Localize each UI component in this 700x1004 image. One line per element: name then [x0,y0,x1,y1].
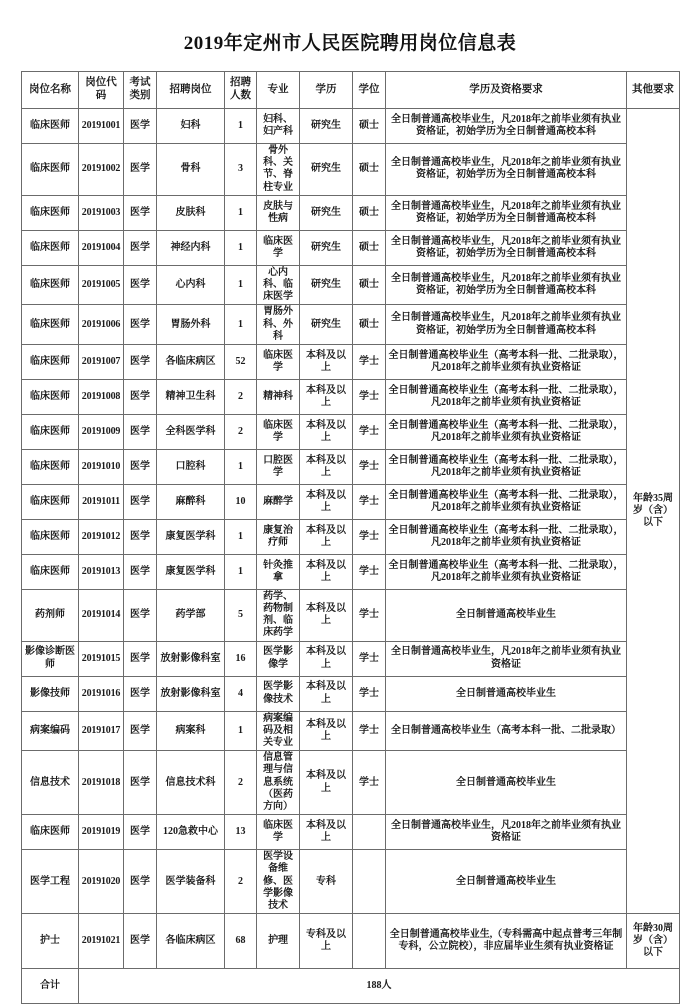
exam-type-cell: 医学 [124,519,157,554]
job-code-cell: 20191005 [79,265,124,305]
col-header-code: 岗位代码 [79,72,124,109]
major-cell: 临床医学 [257,344,300,379]
job-code-cell: 20191013 [79,554,124,589]
education-cell: 本科及以上 [300,449,353,484]
job-code-cell: 20191003 [79,195,124,230]
other-requirements-cell-age30: 年龄30周岁（含）以下 [627,914,680,969]
education-cell: 本科及以上 [300,379,353,414]
education-cell: 研究生 [300,109,353,144]
education-cell: 本科及以上 [300,641,353,676]
job-name-cell: 临床医师 [22,109,79,144]
major-cell: 精神科 [257,379,300,414]
total-value: 188人 [79,969,680,1004]
exam-type-cell: 医学 [124,265,157,305]
job-code-cell: 20191020 [79,850,124,914]
post-cell: 医学装备科 [157,850,225,914]
count-cell: 16 [225,641,257,676]
degree-cell: 学士 [353,379,386,414]
count-cell: 2 [225,751,257,815]
job-name-cell: 临床医师 [22,265,79,305]
degree-cell: 硕士 [353,195,386,230]
table-row [22,676,680,711]
major-cell: 临床医学 [257,815,300,850]
major-cell: 护理 [257,914,300,969]
count-cell: 1 [225,109,257,144]
exam-type-cell: 医学 [124,676,157,711]
col-header-count: 招聘人数 [225,72,257,109]
major-cell: 临床医学 [257,414,300,449]
education-cell: 本科及以上 [300,815,353,850]
table-row [22,589,680,641]
exam-type-cell: 医学 [124,195,157,230]
job-name-cell: 临床医师 [22,144,79,196]
col-header-major: 专业 [257,72,300,109]
job-name-cell: 临床医师 [22,449,79,484]
major-cell: 骨外科、关节、脊柱专业 [257,144,300,196]
degree-cell: 学士 [353,641,386,676]
table-row [22,230,680,265]
table-row [22,519,680,554]
job-code-cell: 20191011 [79,484,124,519]
degree-cell [353,914,386,969]
degree-cell: 学士 [353,676,386,711]
recruitment-table [21,71,680,1004]
post-cell: 骨科 [157,144,225,196]
count-cell: 5 [225,589,257,641]
education-cell: 专科 [300,850,353,914]
degree-cell: 学士 [353,484,386,519]
col-header-requirements: 学历及资格要求 [386,72,627,109]
job-code-cell: 20191002 [79,144,124,196]
exam-type-cell: 医学 [124,711,157,751]
table-row [22,641,680,676]
count-cell: 13 [225,815,257,850]
major-cell: 临床医学 [257,230,300,265]
job-code-cell: 20191015 [79,641,124,676]
job-code-cell: 20191019 [79,815,124,850]
count-cell: 1 [225,230,257,265]
table-container [0,71,700,1004]
count-cell: 10 [225,484,257,519]
job-code-cell: 20191016 [79,676,124,711]
degree-cell: 学士 [353,519,386,554]
degree-cell: 硕士 [353,305,386,345]
degree-cell: 学士 [353,344,386,379]
count-cell: 1 [225,195,257,230]
requirements-cell: 全日制普通高校毕业生（高考本科一批、二批录取），凡2018年之前毕业须有执业资格证 [386,344,627,379]
exam-type-cell: 医学 [124,589,157,641]
major-cell: 医学设备维修、医学影像技术 [257,850,300,914]
post-cell: 麻醉科 [157,484,225,519]
exam-type-cell: 医学 [124,414,157,449]
job-name-cell: 病案编码 [22,711,79,751]
col-header-degree: 学位 [353,72,386,109]
requirements-cell: 全日制普通高校毕业生，凡2018年之前毕业须有执业资格证，初始学历为全日制普通高校本科 [386,265,627,305]
degree-cell: 硕士 [353,109,386,144]
requirements-cell: 全日制普通高校毕业生（高考本科一批、二批录取），凡2018年之前毕业须有执业资格证 [386,379,627,414]
table-row [22,265,680,305]
exam-type-cell: 医学 [124,379,157,414]
exam-type-cell: 医学 [124,144,157,196]
post-cell: 信息技术科 [157,751,225,815]
table-row [22,914,680,969]
col-header-education: 学历 [300,72,353,109]
count-cell: 1 [225,265,257,305]
degree-cell: 学士 [353,414,386,449]
degree-cell: 学士 [353,711,386,751]
requirements-cell: 全日制普通高校毕业生（高考本科一批、二批录取） [386,711,627,751]
requirements-cell: 全日制普通高校毕业生，凡2018年之前毕业须有执业资格证 [386,815,627,850]
table-row [22,305,680,345]
requirements-cell: 全日制普通高校毕业生，凡2018年之前毕业须有执业资格证 [386,641,627,676]
requirements-cell: 全日制普通高校毕业生，凡2018年之前毕业须有执业资格证，初始学历为全日制普通高校本科 [386,144,627,196]
major-cell: 病案编码及相关专业 [257,711,300,751]
degree-cell: 学士 [353,449,386,484]
table-row [22,195,680,230]
major-cell: 皮肤与性病 [257,195,300,230]
count-cell: 3 [225,144,257,196]
post-cell: 各临床病区 [157,344,225,379]
exam-type-cell: 医学 [124,914,157,969]
education-cell: 本科及以上 [300,484,353,519]
job-name-cell: 临床医师 [22,305,79,345]
exam-type-cell: 医学 [124,344,157,379]
education-cell: 研究生 [300,195,353,230]
requirements-cell: 全日制普通高校毕业生（高考本科一批、二批录取），凡2018年之前毕业须有执业资格证 [386,519,627,554]
degree-cell: 硕士 [353,230,386,265]
job-name-cell: 临床医师 [22,484,79,519]
requirements-cell: 全日制普通高校毕业生 [386,676,627,711]
major-cell: 口腔医学 [257,449,300,484]
header-row [22,72,680,109]
exam-type-cell: 医学 [124,850,157,914]
job-name-cell: 临床医师 [22,815,79,850]
job-code-cell: 20191007 [79,344,124,379]
education-cell: 本科及以上 [300,554,353,589]
table-row [22,751,680,815]
exam-type-cell: 医学 [124,230,157,265]
education-cell: 本科及以上 [300,676,353,711]
table-row [22,449,680,484]
count-cell: 1 [225,305,257,345]
total-label: 合计 [22,969,79,1004]
col-header-post: 招聘岗位 [157,72,225,109]
education-cell: 研究生 [300,305,353,345]
requirements-cell: 全日制普通高校毕业生 [386,850,627,914]
table-row [22,711,680,751]
education-cell: 研究生 [300,230,353,265]
exam-type-cell: 医学 [124,751,157,815]
count-cell: 1 [225,554,257,589]
job-name-cell: 药剂师 [22,589,79,641]
job-code-cell: 20191010 [79,449,124,484]
exam-type-cell: 医学 [124,815,157,850]
requirements-cell: 全日制普通高校毕业生,（专科需高中起点普考三年制专科，公立院校），非应届毕业生须有执业资格证 [386,914,627,969]
count-cell: 1 [225,711,257,751]
post-cell: 心内科 [157,265,225,305]
table-row [22,815,680,850]
table-body [22,109,680,1004]
job-code-cell: 20191021 [79,914,124,969]
job-name-cell: 临床医师 [22,414,79,449]
requirements-cell: 全日制普通高校毕业生（高考本科一批、二批录取），凡2018年之前毕业须有执业资格证 [386,449,627,484]
job-code-cell: 20191008 [79,379,124,414]
job-code-cell: 20191004 [79,230,124,265]
requirements-cell: 全日制普通高校毕业生 [386,751,627,815]
post-cell: 口腔科 [157,449,225,484]
post-cell: 胃肠外科 [157,305,225,345]
requirements-cell: 全日制普通高校毕业生，凡2018年之前毕业须有执业资格证，初始学历为全日制普通高校本科 [386,109,627,144]
count-cell: 1 [225,519,257,554]
table-header [22,72,680,109]
other-requirements-cell-age35: 年龄35周岁（含）以下 [627,109,680,914]
table-row [22,379,680,414]
requirements-cell: 全日制普通高校毕业生，凡2018年之前毕业须有执业资格证，初始学历为全日制普通高校本科 [386,230,627,265]
job-name-cell: 临床医师 [22,344,79,379]
col-header-name: 岗位名称 [22,72,79,109]
post-cell: 药学部 [157,589,225,641]
job-code-cell: 20191018 [79,751,124,815]
job-name-cell: 临床医师 [22,195,79,230]
education-cell: 本科及以上 [300,414,353,449]
major-cell: 针灸推拿 [257,554,300,589]
post-cell: 放射影像科室 [157,641,225,676]
degree-cell: 学士 [353,554,386,589]
job-code-cell: 20191014 [79,589,124,641]
exam-type-cell: 医学 [124,554,157,589]
requirements-cell: 全日制普通高校毕业生（高考本科一批、二批录取），凡2018年之前毕业须有执业资格证 [386,484,627,519]
major-cell: 药学、药物制剂、临床药学 [257,589,300,641]
job-name-cell: 临床医师 [22,230,79,265]
major-cell: 信息管理与信息系统（医药方向） [257,751,300,815]
table-row [22,484,680,519]
education-cell: 研究生 [300,265,353,305]
col-header-other: 其他要求 [627,72,680,109]
post-cell: 120急救中心 [157,815,225,850]
major-cell: 心内科、临床医学 [257,265,300,305]
exam-type-cell: 医学 [124,484,157,519]
major-cell: 胃肠外科、外科 [257,305,300,345]
degree-cell: 学士 [353,589,386,641]
exam-type-cell: 医学 [124,305,157,345]
job-name-cell: 临床医师 [22,554,79,589]
count-cell: 2 [225,414,257,449]
major-cell: 妇科、妇产科 [257,109,300,144]
degree-cell [353,815,386,850]
job-name-cell: 医学工程 [22,850,79,914]
job-name-cell: 信息技术 [22,751,79,815]
col-header-exam-type: 考试类别 [124,72,157,109]
exam-type-cell: 医学 [124,449,157,484]
post-cell: 放射影像科室 [157,676,225,711]
education-cell: 本科及以上 [300,589,353,641]
count-cell: 1 [225,449,257,484]
count-cell: 2 [225,379,257,414]
job-code-cell: 20191006 [79,305,124,345]
table-row [22,414,680,449]
post-cell: 神经内科 [157,230,225,265]
job-code-cell: 20191009 [79,414,124,449]
post-cell: 康复医学科 [157,554,225,589]
post-cell: 康复医学科 [157,519,225,554]
education-cell: 本科及以上 [300,344,353,379]
page-title: 2019年定州市人民医院聘用岗位信息表 [183,33,517,54]
total-row [22,969,680,1004]
job-code-cell: 20191017 [79,711,124,751]
degree-cell: 硕士 [353,265,386,305]
count-cell: 4 [225,676,257,711]
requirements-cell: 全日制普通高校毕业生（高考本科一批、二批录取），凡2018年之前毕业须有执业资格证 [386,414,627,449]
exam-type-cell: 医学 [124,109,157,144]
table-row [22,344,680,379]
count-cell: 68 [225,914,257,969]
count-cell: 2 [225,850,257,914]
degree-cell: 学士 [353,751,386,815]
major-cell: 医学影像技术 [257,676,300,711]
major-cell: 医学影像学 [257,641,300,676]
education-cell: 本科及以上 [300,711,353,751]
table-row [22,144,680,196]
major-cell: 康复治疗师 [257,519,300,554]
requirements-cell: 全日制普通高校毕业生 [386,589,627,641]
post-cell: 皮肤科 [157,195,225,230]
requirements-cell: 全日制普通高校毕业生，凡2018年之前毕业须有执业资格证，初始学历为全日制普通高校本科 [386,305,627,345]
education-cell: 专科及以上 [300,914,353,969]
job-name-cell: 影像诊断医师 [22,641,79,676]
requirements-cell: 全日制普通高校毕业生，凡2018年之前毕业须有执业资格证，初始学历为全日制普通高校本科 [386,195,627,230]
job-name-cell: 护士 [22,914,79,969]
job-code-cell: 20191001 [79,109,124,144]
post-cell: 妇科 [157,109,225,144]
major-cell: 麻醉学 [257,484,300,519]
post-cell: 各临床病区 [157,914,225,969]
requirements-cell: 全日制普通高校毕业生（高考本科一批、二批录取），凡2018年之前毕业须有执业资格证 [386,554,627,589]
job-name-cell: 临床医师 [22,519,79,554]
education-cell: 本科及以上 [300,751,353,815]
table-row [22,109,680,144]
job-name-cell: 临床医师 [22,379,79,414]
degree-cell: 硕士 [353,144,386,196]
post-cell: 精神卫生科 [157,379,225,414]
post-cell: 病案科 [157,711,225,751]
exam-type-cell: 医学 [124,641,157,676]
education-cell: 研究生 [300,144,353,196]
table-row [22,554,680,589]
job-name-cell: 影像技师 [22,676,79,711]
job-code-cell: 20191012 [79,519,124,554]
count-cell: 52 [225,344,257,379]
education-cell: 本科及以上 [300,519,353,554]
post-cell: 全科医学科 [157,414,225,449]
